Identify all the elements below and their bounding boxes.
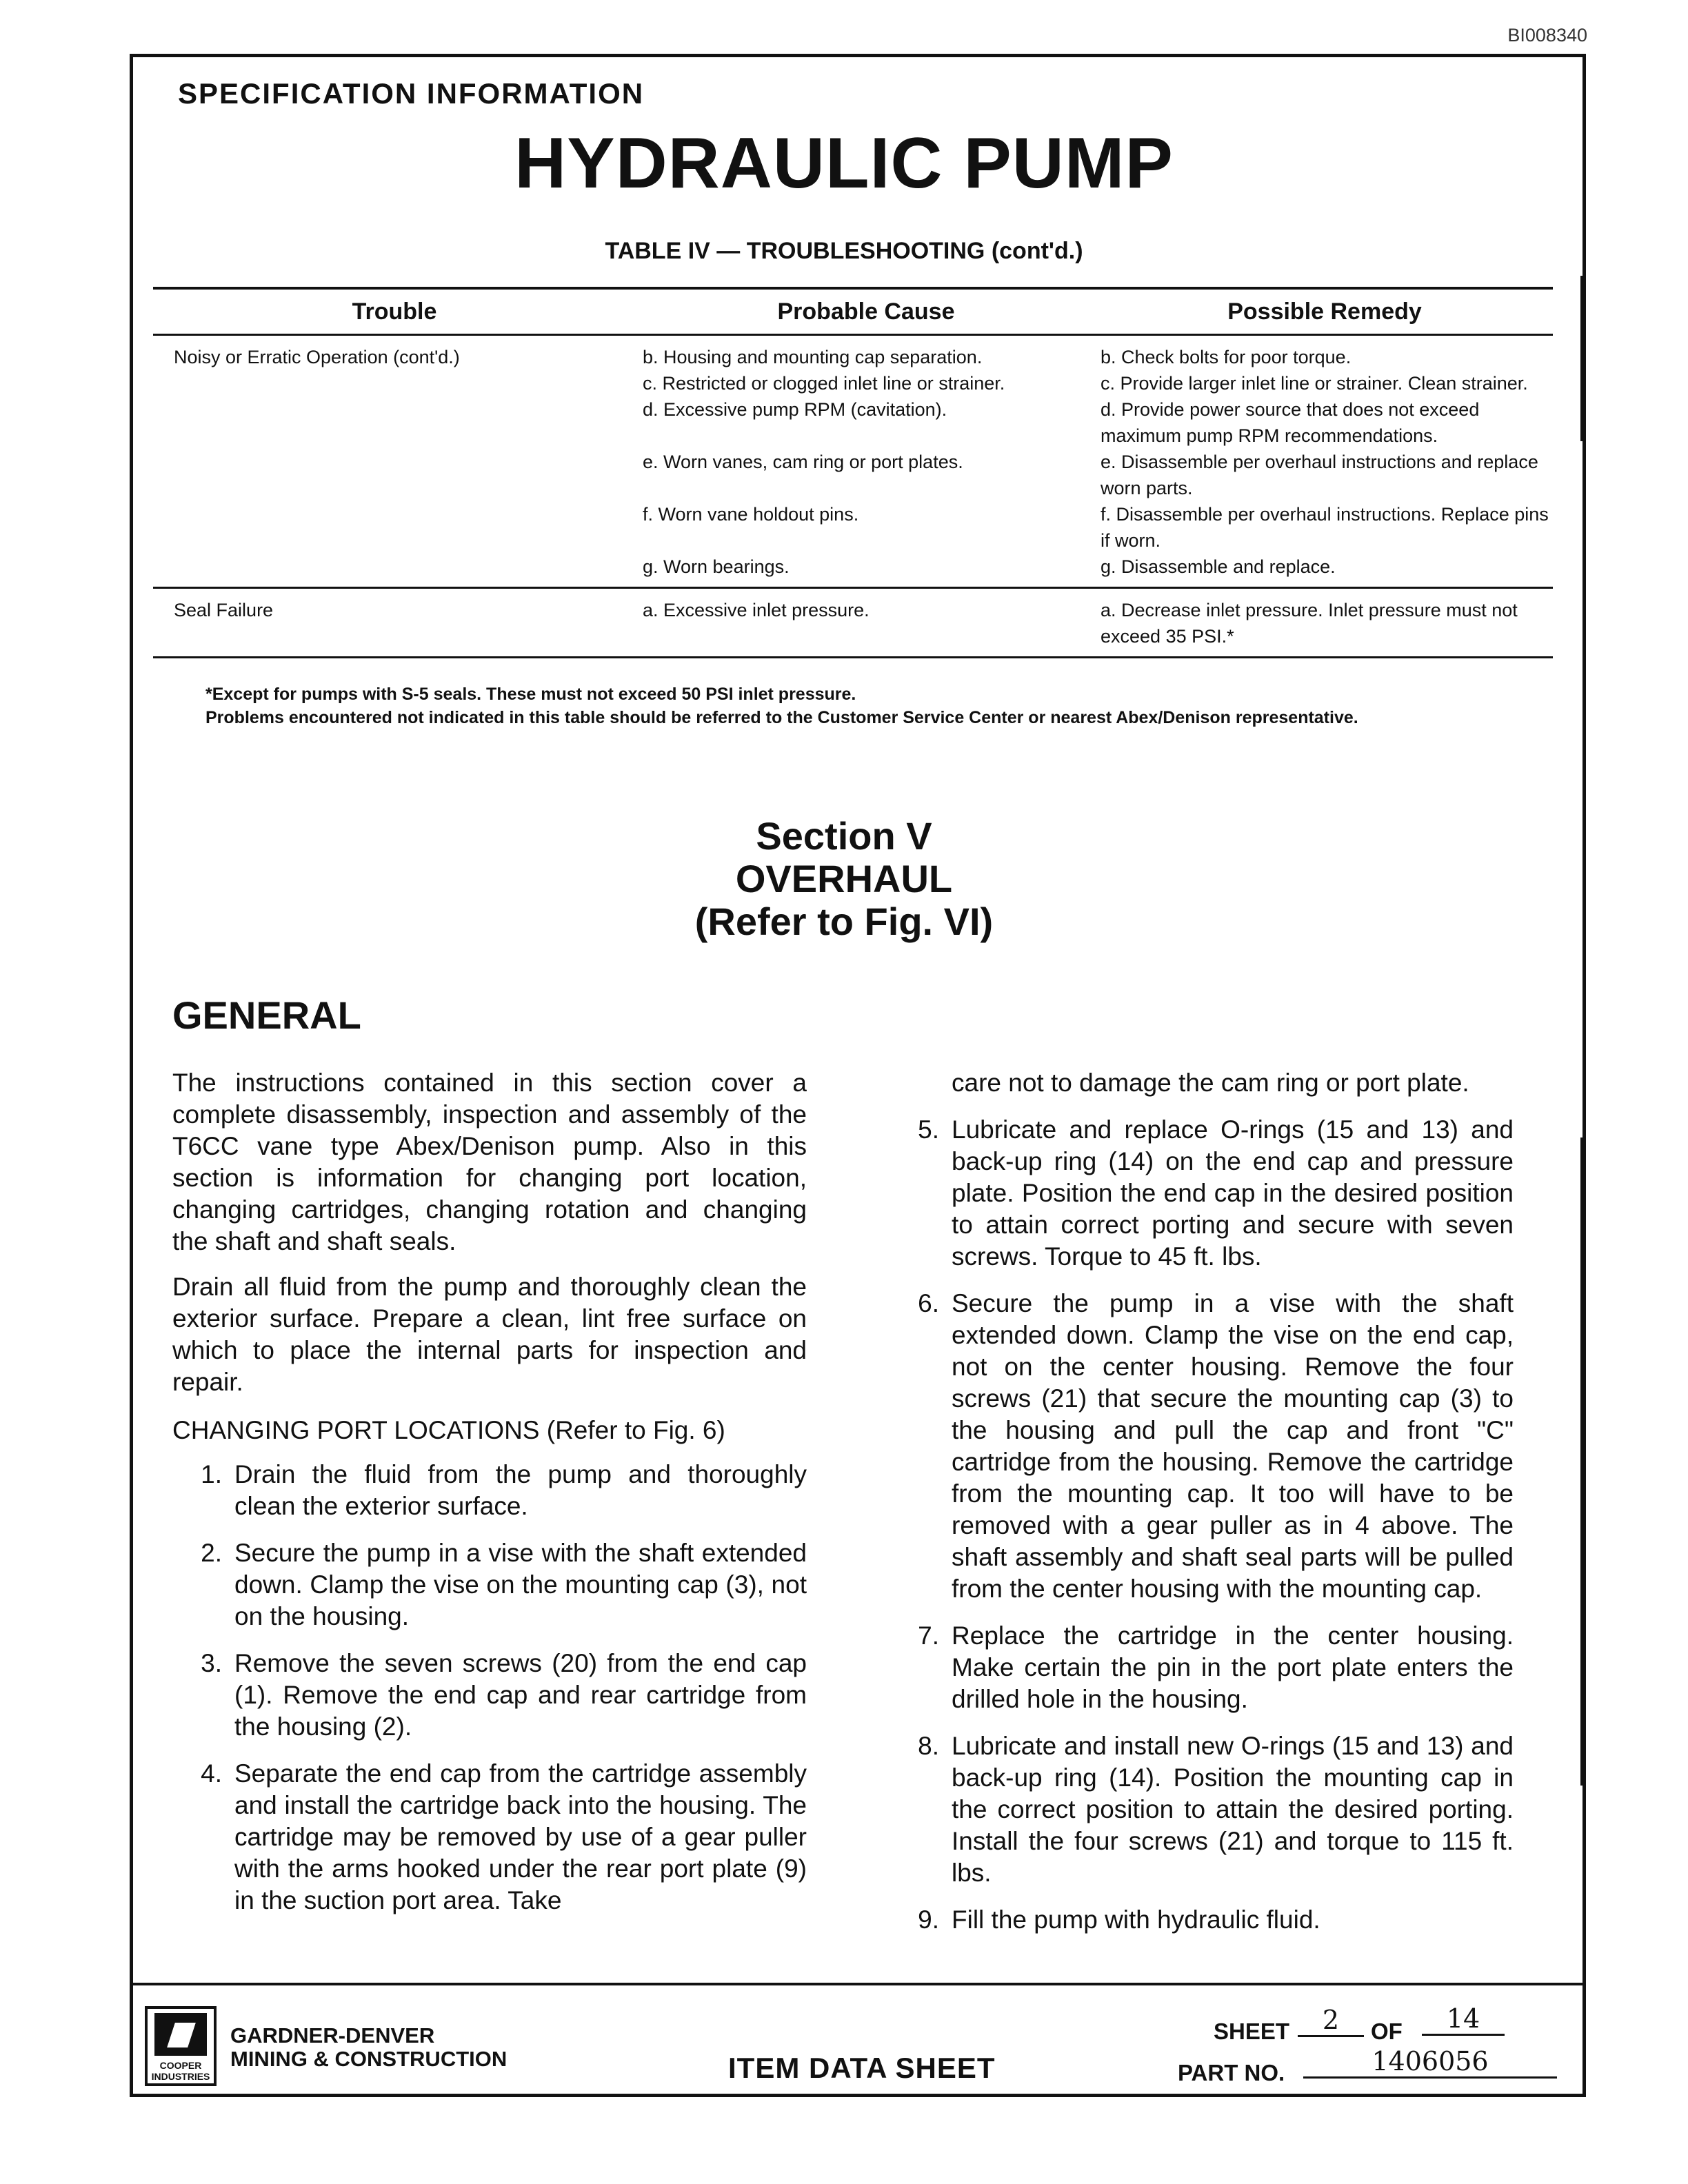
table-header-row — [153, 290, 1553, 334]
scan-edge-mark — [1580, 1138, 1583, 1786]
page-title: HYDRAULIC PUMP — [514, 123, 1174, 203]
table-row — [636, 597, 1553, 649]
table-caption: TABLE IV — TROUBLESHOOTING (cont'd.) — [605, 238, 1083, 264]
step-number: 1. — [201, 1460, 222, 1488]
right-column — [890, 1067, 1514, 1951]
cause-cell: c. Restricted or clogged inlet line or strainer. — [643, 373, 1005, 394]
cause-cell: e. Worn vanes, cam ring or port plates. — [643, 452, 963, 472]
logo-mark-icon — [154, 2013, 207, 2056]
subheading-port-locations: CHANGING PORT LOCATIONS (Refer to Fig. 6) — [172, 1416, 725, 1444]
section-figure-ref: (Refer to Fig. VI) — [694, 900, 994, 943]
list-item — [890, 1288, 1514, 1605]
part-number-label: PART NO. — [1178, 2060, 1285, 2085]
logo-text: COOPER INDUSTRIES — [151, 2060, 210, 2082]
table-row — [636, 501, 1553, 554]
remedy-cell: a. Decrease inlet pressure. Inlet pressure must not exceed 35 PSI.* — [1101, 600, 1518, 647]
step-text: Fill the pump with hydraulic fluid. — [952, 1905, 1320, 1934]
list-item — [890, 1904, 1514, 1936]
step-number: 5. — [918, 1115, 939, 1144]
footer-rule — [130, 1983, 1586, 1985]
sheet-label: SHEET — [1214, 2019, 1290, 2044]
step-number: 8. — [918, 1732, 939, 1760]
table-row — [636, 449, 1553, 501]
general-heading: GENERAL — [172, 993, 361, 1037]
spec-info-label: SPECIFICATION INFORMATION — [178, 77, 645, 110]
sheet-number: 2 — [1298, 2005, 1364, 2037]
step-number: 9. — [918, 1905, 939, 1934]
remedy-cell: f. Disassemble per overhaul instructions. Replace pins if worn. — [1101, 504, 1549, 551]
company-line-2: MINING & CONSTRUCTION — [230, 2047, 508, 2071]
of-label: OF — [1371, 2019, 1403, 2044]
section-title: OVERHAUL — [735, 857, 953, 900]
remedy-cell: g. Disassemble and replace. — [1101, 556, 1336, 577]
table-group-noisy — [153, 336, 1553, 587]
step-text: Secure the pump in a vise with the shaft extended down. Clamp the vise on the mounting cap (3), not on the housing. — [234, 1539, 807, 1630]
general-paragraph: The instructions contained in this section cover a complete disassembly, inspection and assembly of the T6CC vane type Abex/Denison pump. Also in this section is information for changing port location, changing cartridges, changing rotation and changing the shaft and shaft seals. — [172, 1069, 807, 1255]
remedy-cell: e. Disassemble per overhaul instructions and replace worn parts. — [1101, 452, 1538, 498]
step-number: 6. — [918, 1289, 939, 1317]
list-item — [172, 1648, 807, 1743]
list-item — [890, 1730, 1514, 1889]
table-row — [636, 554, 1553, 580]
table-bottom-rule — [153, 656, 1553, 658]
cause-cell: d. Excessive pump RPM (cavitation). — [643, 399, 947, 420]
step-number: 4. — [201, 1759, 222, 1788]
scan-edge-mark — [1580, 276, 1583, 441]
header-remedy: Possible Remedy — [1227, 298, 1422, 325]
step-text: Replace the cartridge in the center housing. Make certain the pin in the port plate enters the drilled hole in the housing. — [952, 1621, 1514, 1713]
header-cause: Probable Cause — [777, 298, 955, 325]
step-text: Lubricate and install new O-rings (15 and 13) and back-up ring (14). Position the mounting cap in the correct position to attain the desired porting. Install the four screws (21) and torque to 115 ft. lbs. — [952, 1732, 1514, 1887]
section-heading — [0, 815, 1688, 943]
cause-cell: f. Worn vane holdout pins. — [643, 504, 859, 525]
step-number: 3. — [201, 1649, 222, 1677]
table-row — [636, 370, 1553, 396]
remedy-cell: d. Provide power source that does not exceed maximum pump RPM recommendations. — [1101, 399, 1480, 446]
remedy-cell: c. Provide larger inlet line or strainer. Clean strainer. — [1101, 373, 1528, 394]
step-text: Remove the seven screws (20) from the end cap (1). Remove the end cap and rear cartridge from the housing (2). — [234, 1649, 807, 1741]
table-row — [636, 344, 1553, 370]
list-item — [172, 1537, 807, 1632]
cause-cell: g. Worn bearings. — [643, 556, 790, 577]
table-row — [636, 396, 1553, 449]
company-line-1: GARDNER-DENVER — [230, 2023, 435, 2048]
item-data-sheet-label: ITEM DATA SHEET — [728, 2052, 996, 2084]
table-footnotes — [205, 682, 1358, 729]
step-number: 2. — [201, 1539, 222, 1567]
part-number: 1406056 — [1303, 2046, 1557, 2079]
troubleshooting-table — [153, 287, 1553, 658]
left-column — [172, 1067, 807, 1932]
cause-cell: a. Excessive inlet pressure. — [643, 600, 870, 620]
list-item — [172, 1459, 807, 1522]
step-text: Separate the end cap from the cartridge assembly and install the cartridge back into the housing. The cartridge may be removed by use of a gear puller with the arms hooked under the rear port plate (9) in the suction port area. Take — [234, 1759, 807, 1914]
trouble-cell: Noisy or Erratic Operation (cont'd.) — [174, 347, 460, 367]
list-item — [172, 1758, 807, 1917]
remedy-cell: b. Check bolts for poor torque. — [1101, 347, 1352, 367]
sheet-total: 14 — [1422, 2003, 1505, 2036]
list-item — [890, 1620, 1514, 1715]
general-paragraph: Drain all fluid from the pump and thoroughly clean the exterior surface. Prepare a clean, lint free surface on which to place the internal parts for inspection and repair. — [172, 1273, 807, 1396]
footnote-referral: Problems encountered not indicated in this table should be referred to the Customer Service Center or nearest Abex/Denison representative. — [205, 708, 1358, 727]
step-number: 7. — [918, 1621, 939, 1650]
company-logo — [145, 2006, 217, 2086]
step-text: Drain the fluid from the pump and thoroughly clean the exterior surface. — [234, 1460, 807, 1520]
company-name — [230, 2024, 507, 2071]
list-item — [890, 1114, 1514, 1273]
cause-cell: b. Housing and mounting cap separation. — [643, 347, 983, 367]
table-group-seal — [153, 589, 1553, 656]
header-trouble: Trouble — [352, 298, 437, 325]
step-continuation: care not to damage the cam ring or port plate. — [952, 1069, 1469, 1097]
footnote-asterisk: *Except for pumps with S-5 seals. These must not exceed 50 PSI inlet pressure. — [205, 685, 856, 704]
section-number: Section V — [756, 814, 932, 858]
step-text: Secure the pump in a vise with the shaft extended down. Clamp the vise on the end cap, not on the center housing. Remove the four screws (21) that secure the mounting cap (3) to the housing and pull the cap and front "C" cartridge from the housing. Remove the cartridge from the mounting cap. It too will have to be removed with a gear puller as in 4 above. The shaft assembly and shaft seal parts will be pulled from the center housing with the mounting cap. — [952, 1289, 1514, 1603]
step-text: Lubricate and replace O-rings (15 and 13) and back-up ring (14) on the end cap and pressure plate. Position the end cap in the desired position to attain correct porting and secure with seven screws. Torque to 45 ft. lbs. — [952, 1115, 1514, 1271]
trouble-cell: Seal Failure — [174, 600, 274, 620]
document-id: BI008340 — [1507, 25, 1587, 46]
